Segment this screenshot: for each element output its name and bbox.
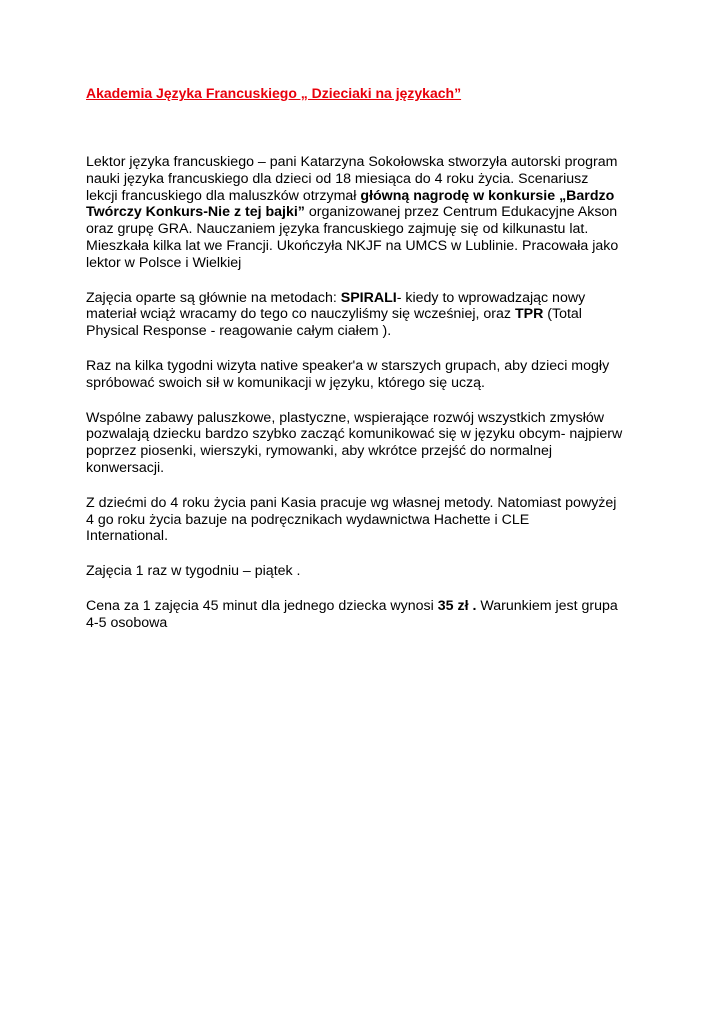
bold-text-segment: Twórczy Konkurs-Nie z tej bajki”: [86, 204, 305, 221]
text-line: [86, 375, 656, 392]
text-line: [86, 598, 656, 615]
text-segment: Wspólne zabawy paluszkowe, plastyczne, wspierające rozwój wszystkich zmysłów: [86, 409, 605, 426]
text-segment: International.: [86, 528, 169, 545]
text-line: [86, 495, 656, 512]
bold-text-segment: TPR: [514, 306, 544, 323]
text-line: [86, 238, 656, 255]
document-body: [86, 154, 656, 650]
paragraph-methods: [86, 290, 656, 340]
text-segment: 4-5 osobowa: [86, 614, 168, 631]
text-line: [86, 255, 656, 272]
text-line: [86, 188, 656, 205]
text-line: [86, 528, 656, 545]
text-line: [86, 306, 656, 323]
paragraph-native-speaker: [86, 358, 656, 392]
text-segment: Cena za 1 zajęcia 45 minut dla jednego dziecka wynosi: [86, 597, 438, 614]
text-segment: Zajęcia oparte są głównie na metodach:: [86, 289, 341, 306]
text-segment: Lektor języka francuskiego – pani Katarzyna Sokołowska stworzyła autorski program: [86, 154, 618, 170]
text-line: [86, 221, 656, 238]
text-line: [86, 460, 656, 477]
text-segment: spróbować swoich sił w komunikacji w języku, którego się uczą.: [86, 374, 485, 391]
bold-text-segment: SPIRALI: [340, 289, 397, 306]
text-line: [86, 426, 656, 443]
text-line: [86, 204, 656, 221]
text-line: [86, 358, 656, 375]
text-line: [86, 512, 656, 529]
text-segment: materiał wciąż wracamy do tego co nauczyliśmy się wcześniej, oraz: [86, 306, 515, 323]
text-segment: - kiedy to wprowadzając nowy: [396, 289, 586, 306]
text-line: [86, 323, 656, 340]
bold-text-segment: 35 zł .: [437, 597, 477, 614]
text-line: [86, 615, 656, 632]
text-line: [86, 290, 656, 307]
text-line: [86, 410, 656, 427]
text-segment: lekcji francuskiego dla maluszków otrzymał: [86, 187, 361, 204]
text-line: [86, 154, 656, 171]
text-line: [86, 443, 656, 460]
text-segment: oraz grupę GRA. Nauczaniem języka francuskiego zajmuję się od kilkunastu lat.: [86, 221, 589, 238]
text-segment: Mieszkała kilka lat we Francji. Ukończyła NKJF na UMCS w Lublinie. Pracowała jako: [86, 237, 619, 254]
text-segment: Physical Response - reagowanie całym ciałem ).: [86, 323, 392, 340]
text-segment: nauki języka francuskiego dla dzieci od 18 miesiąca do 4 roku życia. Scenariusz: [86, 170, 589, 187]
paragraph-schedule: [86, 563, 656, 580]
text-line: [86, 171, 656, 188]
paragraph-lecturer-bio: [86, 154, 656, 272]
paragraph-activities: [86, 410, 656, 477]
paragraph-age-groups: [86, 495, 656, 545]
text-segment: organizowanej przez Centrum Edukacyjne Akson: [304, 204, 618, 221]
text-segment: pozwalają dziecku bardzo szybko zacząć komunikować się w języku obcym- najpierw: [86, 426, 623, 443]
text-segment: Raz na kilka tygodni wizyta native speaker'a w starszych grupach, aby dzieci mogły: [86, 357, 610, 374]
text-segment: Z dziećmi do 4 roku życia pani Kasia pracuje wg własnej metody. Natomiast powyżej: [86, 494, 617, 511]
paragraph-price: [86, 598, 656, 632]
text-segment: (Total: [543, 306, 582, 323]
text-segment: 4 go roku życia bazuje na podręcznikach wydawnictwa Hachette i CLE: [86, 511, 530, 528]
text-segment: konwersacji.: [86, 459, 165, 476]
text-segment: Zajęcia 1 raz w tygodniu – piątek .: [86, 563, 301, 580]
text-segment: poprzez piosenki, wierszyki, rymowanki, aby wkrótce przejść do normalnej: [86, 443, 552, 460]
document-title: Akademia Języka Francuskiego „ Dzieciaki na językach”: [86, 85, 462, 101]
text-segment: lektor w Polsce i Wielkiej: [86, 254, 242, 271]
text-segment: Warunkiem jest grupa: [476, 597, 618, 614]
text-line: [86, 563, 656, 580]
bold-text-segment: główną nagrodę w konkursie „Bardzo: [360, 187, 615, 204]
